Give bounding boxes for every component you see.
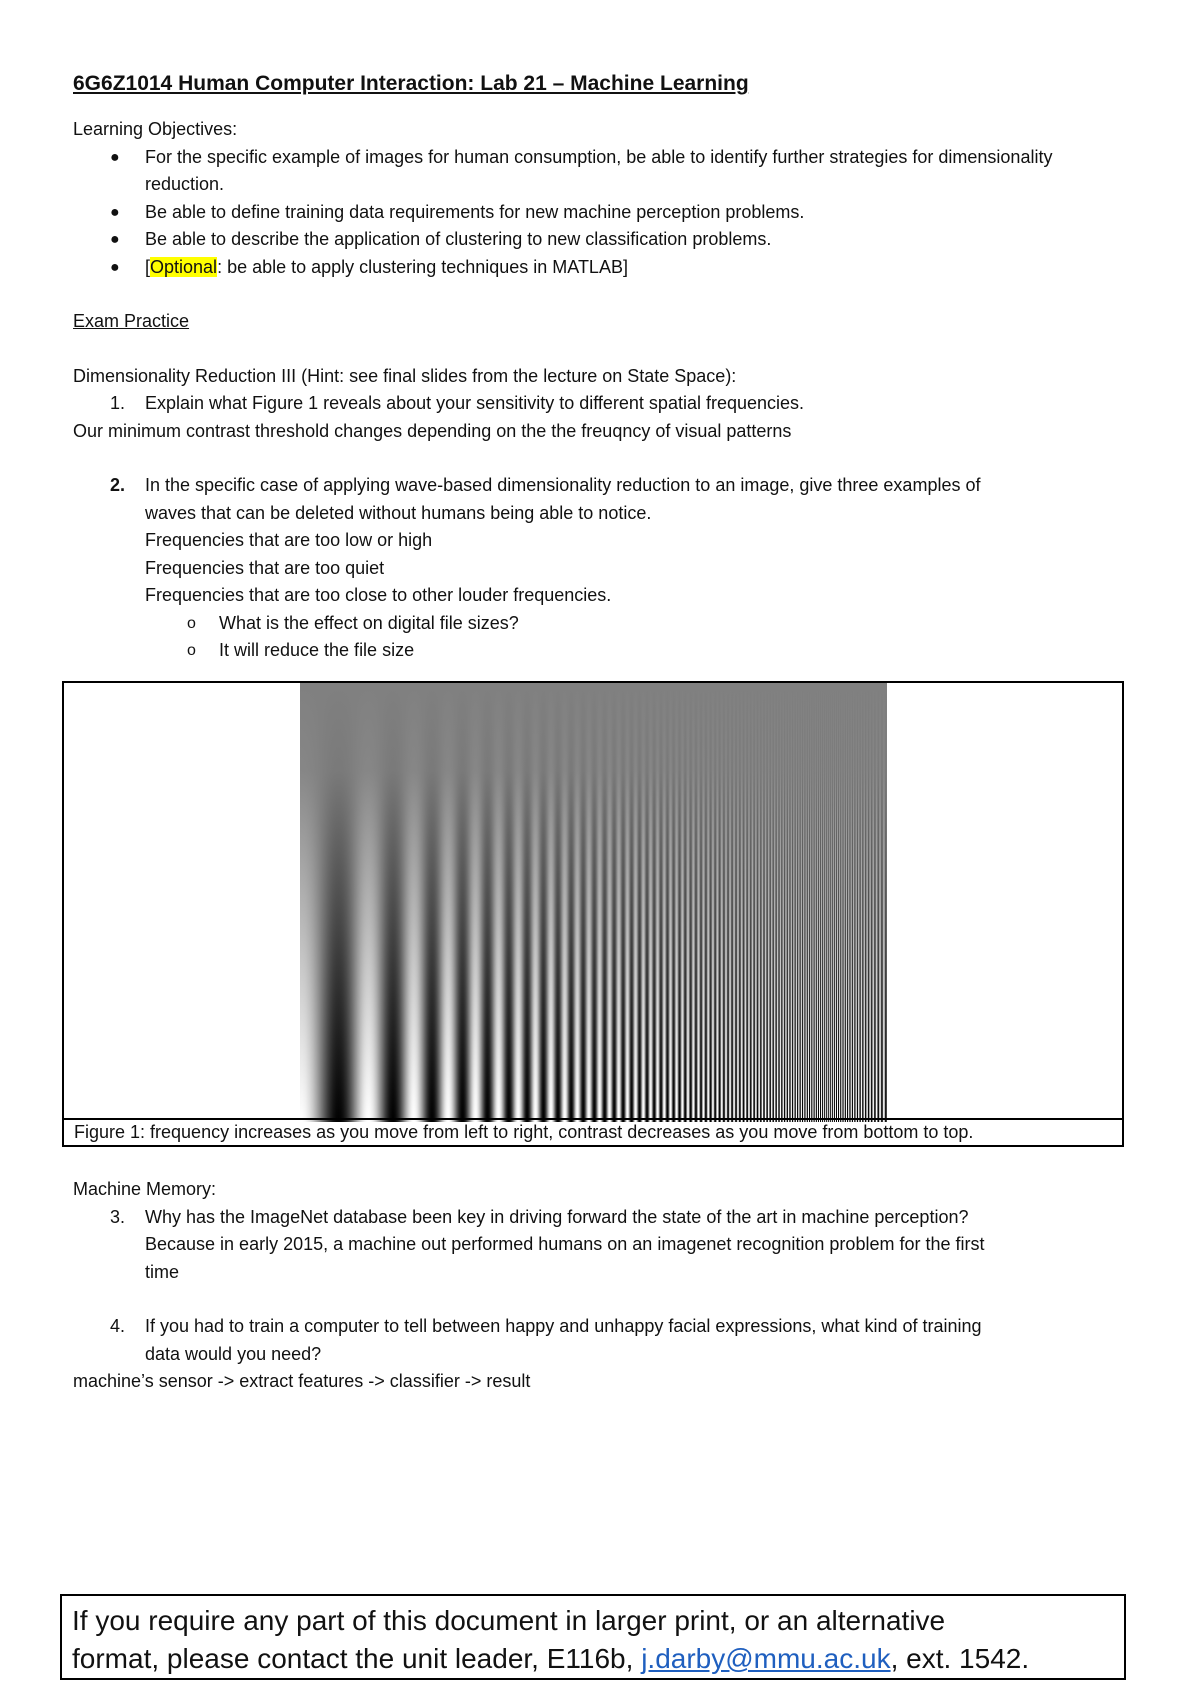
bullet-icon: ● (110, 231, 120, 248)
answer-3: Because in early 2015, a machine out performed humans on an imagenet recognition problem for the first (145, 1234, 985, 1254)
contrast-sensitivity-image (300, 683, 887, 1122)
notice-line-2: format, please contact the unit leader, E116b, j.darby@mmu.ac.uk, ext. 1542. (72, 1643, 1030, 1674)
sub-item: o It will reduce the file size (73, 637, 1133, 665)
objective-item: ● For the specific example of images for human consumption, be able to identify further strategies for dimensionality reduction. (73, 144, 1133, 199)
bullet-icon: ● (110, 148, 120, 166)
figure-caption: Figure 1: frequency increases as you move from left to right, contrast decreases as you move from bottom to top. (64, 1118, 1122, 1145)
circle-bullet-icon: o (187, 642, 196, 659)
question-3: 3. Why has the ImageNet database been key in driving forward the state of the art in machine perception? (110, 1206, 969, 1227)
question-4: 4. If you had to train a computer to tell between happy and unhappy facial expressions, what kind of training (110, 1316, 982, 1336)
objective-item-optional: ● [Optional: be able to apply clustering techniques in MATLAB] (73, 254, 1133, 282)
dimred-heading: Dimensionality Reduction III (Hint: see final slides from the lecture on State Space): (73, 365, 737, 386)
accessibility-notice (60, 1594, 1126, 1680)
question-2: 2. In the specific case of applying wave-based dimensionality reduction to an image, give three examples of (110, 475, 981, 495)
answer-2-item: Frequencies that are too quiet (145, 557, 385, 578)
question-4-cont: data would you need? (145, 1343, 322, 1364)
question-1: 1. Explain what Figure 1 reveals about your sensitivity to different spatial frequencies. (110, 393, 805, 413)
answer-2-item: Frequencies that are too low or high (145, 530, 433, 550)
question-2-cont: waves that can be deleted without humans being able to notice. (145, 502, 652, 523)
email-link[interactable]: j.darby@mmu.ac.uk (641, 1643, 891, 1674)
answer-1: Our minimum contrast threshold changes depending on the the freuqncy of visual patterns (73, 420, 792, 441)
answer-2-item: Frequencies that are too close to other louder frequencies. (145, 585, 612, 605)
bullet-icon: ● (110, 258, 120, 276)
objectives-list (73, 144, 1133, 282)
optional-highlight: Optional (150, 256, 218, 277)
answer-3-cont: time (145, 1261, 180, 1282)
objectives-heading: Learning Objectives: (73, 119, 238, 139)
notice-line-1: If you require any part of this document in larger print, or an alternative (72, 1605, 946, 1636)
document-body (73, 72, 1133, 665)
sub-item: o What is the effect on digital file sizes? (73, 610, 1133, 638)
page-title: 6G6Z1014 Human Computer Interaction: Lab 21 – Machine Learning (73, 72, 749, 95)
circle-bullet-icon: o (187, 614, 196, 632)
memory-heading: Machine Memory: (73, 1179, 217, 1199)
figure-1 (62, 681, 1124, 1147)
bullet-icon: ● (110, 203, 120, 221)
objective-item: ● Be able to describe the application of clustering to new classification problems. (73, 226, 1133, 254)
answer-4: machine’s sensor -> extract features -> classifier -> result (73, 1371, 531, 1391)
exam-practice-heading: Exam Practice (73, 311, 190, 331)
machine-memory-section (73, 1176, 1133, 1396)
objective-item: ● Be able to define training data requirements for new machine perception problems. (73, 199, 1133, 227)
